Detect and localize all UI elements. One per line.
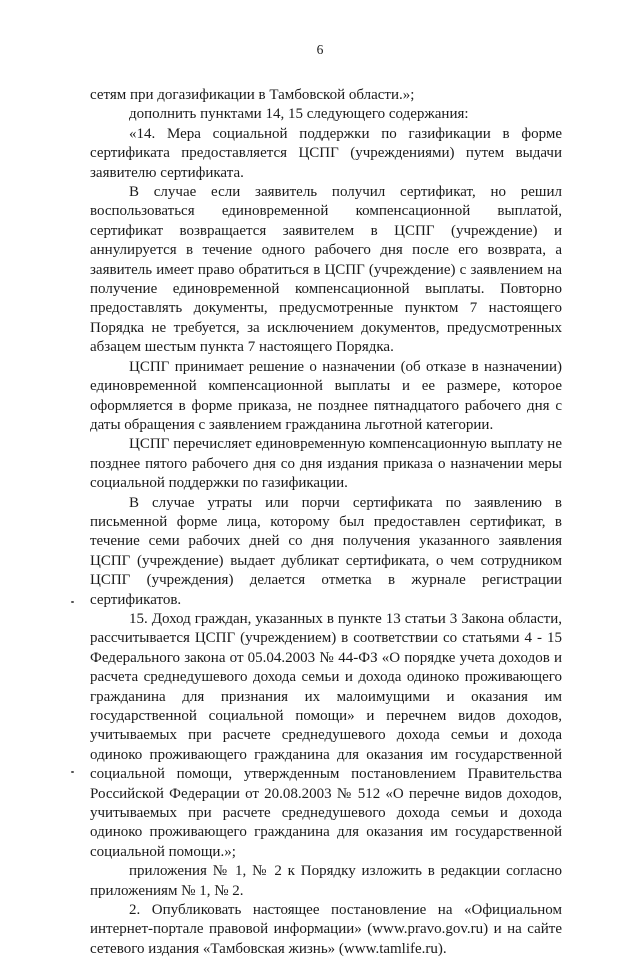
paragraph-item-14: «14. Мера социальной поддержки по газификации в форме сертификата предоставляется ЦСПГ (учреждениями) путем выдачи заявителю сертификата. <box>90 125 562 181</box>
document-body <box>90 86 562 959</box>
paragraph-certificate-return: В случае если заявитель получил сертификат, но решил воспользоваться единовременной компенсационной выплатой, сертификат возвращается заявителем в ЦСПГ (учреждение) и аннулируется в течение одного рабочего дня после его возврата, а заявитель имеет право обратиться в ЦСПГ (учреждение) с заявлением на получение единовременной компенсационной выплаты. Повторно предоставлять документы, предусмотренные пунктом 7 настоящего Порядка не требуется, за исключением документов, предусмотренных абзацем шестым пункта 7 настоящего Порядка. <box>90 184 562 356</box>
paragraph-amendment-intro: дополнить пунктами 14, 15 следующего содержания: <box>129 106 469 123</box>
paragraph-decision: ЦСПГ принимает решение о назначении (об отказе в назначении) единовременной компенсационной выплаты и ее размере, которое оформляется в форме приказа, не позднее пятнадцатого рабочего дня с даты обращения с заявлением гражданина льготной категории. <box>90 358 562 433</box>
paragraph-item-15: 15. Доход граждан, указанных в пункте 13 статьи 3 Закона области, рассчитывается ЦСПГ (учреждением) в соответствии со статьями 4 - 15 Федерального закона от 05.04.2003 № 44-ФЗ «О порядке учета доходов и расчета среднедушевого дохода семьи и дохода одиноко проживающего гражданина для признания их малоимущими и оказания им государственной социальной помощи» и перечнем видов доходов, учитываемых при расчете среднедушевого дохода семьи и дохода одиноко проживающего гражданина для оказания им государственной социальной помощи, утвержденным постановлением Правительства Российской Федерации от 20.08.2003 № 512 «О перечне видов доходов, учитываемых при расчете среднедушевого дохода семьи и дохода одиноко проживающего гражданина для оказания им государственной социальной помощи.»; <box>90 610 562 860</box>
paragraph-payment: ЦСПГ перечисляет единовременную компенсационную выплату не позднее пятого рабочего дня со дня издания приказа о назначении меры социальной поддержки по газификации. <box>90 436 562 492</box>
page-number: 6 <box>316 42 324 57</box>
paragraph-continuation: сетям при догазификации в Тамбовской области.»; <box>90 87 415 103</box>
paragraph-publication: 2. Опубликовать настоящее постановление на «Официальном интернет-портале правовой информации» (www.pravo.gov.ru) и на сайте сетевого издания «Тамбовская жизнь» (www.tamlife.ru). <box>90 902 562 957</box>
scan-mark <box>71 771 74 773</box>
scan-mark <box>71 601 74 603</box>
paragraph-appendices: приложения № 1, № 2 к Порядку изложить в редакции согласно приложениям № 1, № 2. <box>90 863 562 899</box>
paragraph-duplicate: В случае утраты или порчи сертификата по заявлению в письменной форме лица, которому был предоставлен сертификат, в течение семи рабочих дней со дня получения указанного заявления ЦСПГ (учреждение) выдает дубликат сертификата, о чем сотрудником ЦСПГ (учреждения) делается отметка в журнале регистрации сертификатов. <box>90 494 562 608</box>
